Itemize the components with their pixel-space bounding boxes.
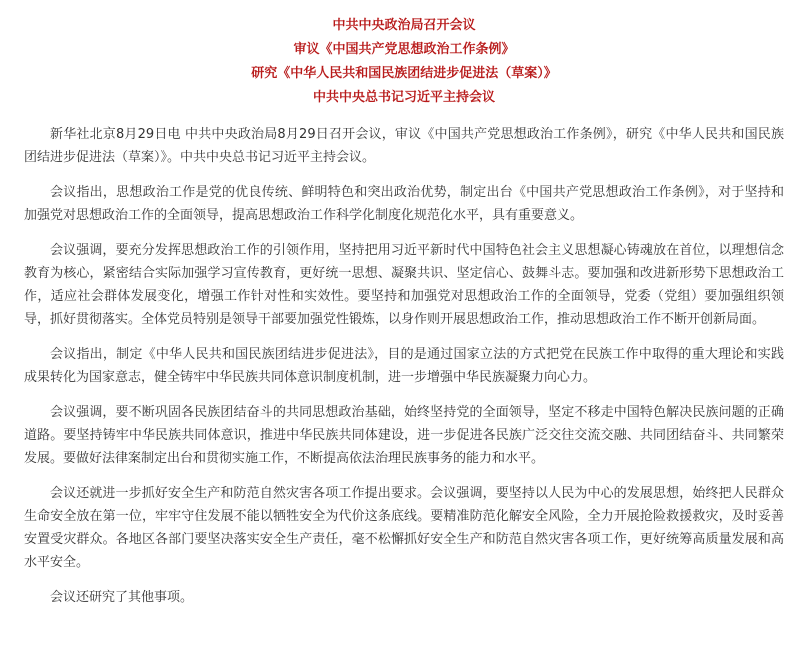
paragraph-dateline: 新华社北京8月29日电 中共中央政治局8月29日召开会议，审议《中国共产党思想政治工作条例》，研究《中华人民共和国民族团结进步促进法（草案）》。中共中央总书记习近平主持会议。 xyxy=(24,127,784,165)
paragraph-3: 会议强调，要充分发挥思想政治工作的引领作用，坚持把用习近平新时代中国特色社会主义思想凝心铸魂放在首位，以理想信念教育为核心，紧密结合实际加强学习宣传教育，更好统一思想、凝聚共识、坚定信心、鼓舞斗志。要加强和改进新形势下思想政治工作，适应社会群体发展变化，增强工作针对性和实效性。要坚持和加强党对思想政治工作的全面领导，党委（党组）要加强组织领导，抓好贯彻落实。全体党员特别是领导干部要加强党性锻炼，以身作则开展思想政治工作，推动思想政治工作不断开创新局面。 xyxy=(24,243,784,327)
paragraph-2: 会议指出，思想政治工作是党的优良传统、鲜明特色和突出政治优势，制定出台《中国共产党思想政治工作条例》，对于坚持和加强党对思想政治工作的全面领导，提高思想政治工作科学化制度化规范化水平，具有重要意义。 xyxy=(24,185,784,223)
headline-sub-2: 研究《中华人民共和国民族团结进步促进法（草案）》 xyxy=(251,66,557,81)
article-body xyxy=(24,123,784,609)
article xyxy=(24,14,784,621)
paragraph-4: 会议指出，制定《中华人民共和国民族团结进步促进法》，目的是通过国家立法的方式把党在民族工作中取得的重大理论和实践成果转化为国家意志，健全铸牢中华民族共同体意识制度机制，进一步增强中华民族凝聚力向心力。 xyxy=(24,347,784,385)
headline-sub-3: 中共中央总书记习近平主持会议 xyxy=(312,90,495,105)
headline-sub-1: 审议《中国共产党思想政治工作条例》 xyxy=(293,42,515,57)
paragraph-5: 会议强调，要不断巩固各民族团结奋斗的共同思想政治基础，始终坚持党的全面领导，坚定不移走中国特色解决民族问题的正确道路。要坚持铸牢中华民族共同体意识，推进中华民族共同体建设，进一步促进各民族广泛交往交流交融、共同团结奋斗、共同繁荣发展。要做好法律案制定出台和贯彻实施工作，不断提高依法治理民族事务的能力和水平。 xyxy=(24,405,784,466)
headline-block xyxy=(24,14,784,110)
headline-main: 中共中央政治局召开会议 xyxy=(332,18,476,33)
paragraph-closing: 会议还研究了其他事项。 xyxy=(50,590,194,605)
paragraph-6: 会议还就进一步抓好安全生产和防范自然灾害各项工作提出要求。会议强调，要坚持以人民为中心的发展思想，始终把人民群众生命安全放在第一位，牢牢守住发展不能以牺牲安全为代价这条底线。要精准防范化解安全风险，全力开展抢险救援救灾，及时妥善安置受灾群众。各地区各部门要坚决落实安全生产责任，毫不松懈抓好安全生产和防范自然灾害各项工作，更好统筹高质量发展和高水平安全。 xyxy=(24,486,784,570)
